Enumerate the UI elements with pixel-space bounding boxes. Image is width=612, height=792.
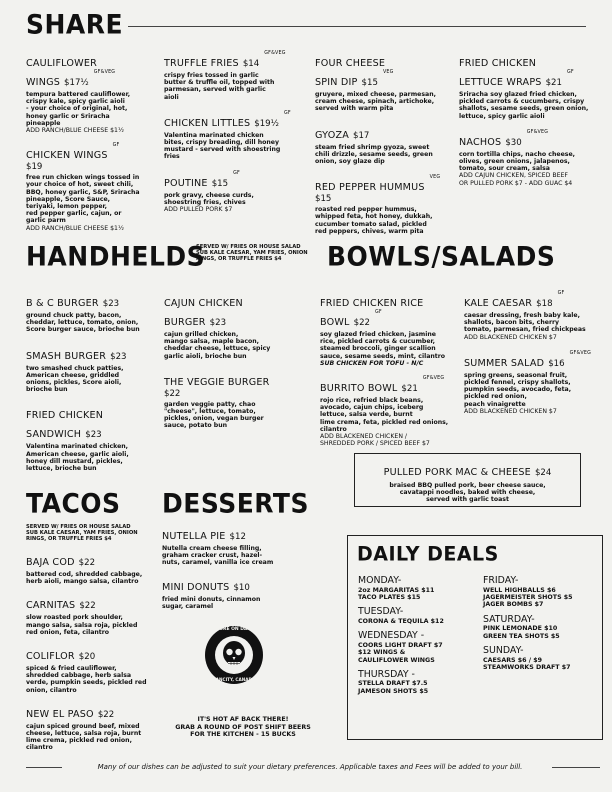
item-name: B & C BURGER [26, 298, 99, 309]
item-description: soy glazed fried chicken, jasmine rice, pickled carrots & cucumber, steamed broccoli, ginger scallion sauce, sesame seeds, mint, cilantro [320, 331, 446, 360]
daily-deal [358, 631, 488, 664]
item-title-row [315, 175, 455, 194]
menu-item [26, 702, 160, 752]
item-name: CAULIFLOWER WINGS [26, 58, 97, 88]
item-price: $23 [209, 318, 227, 328]
item-title-row [164, 111, 309, 130]
item-title-row [162, 524, 312, 543]
item-name: CARNITAS [26, 600, 76, 612]
daily-deals-box [347, 535, 603, 740]
item-price: $22 [78, 558, 96, 568]
mac-title-row [355, 460, 580, 479]
menu-item [164, 111, 309, 161]
menu-item [320, 376, 470, 447]
item-addon: ADD CAJUN CHICKEN, SPICED BEEF OR PULLED PORK $7 - ADD GUAC $4 [459, 172, 573, 187]
item-price: $15 [361, 78, 378, 88]
deal-items: STELLA DRAFT $7.5 JAMESON SHOTS $5 [358, 680, 429, 695]
menu-item [315, 123, 455, 166]
item-price: $21 [545, 78, 562, 88]
item-name: FOUR CHEESE SPIN DIP [315, 58, 386, 88]
item-name: NACHOS [459, 136, 502, 148]
item-description: spiced & fried cauliflower, shredded cabbage, herb salsa verde, pumpkin seeds, pickled red onion, cilantro [26, 665, 147, 694]
item-title-row [26, 644, 160, 663]
item-diet-tag: GF [557, 291, 565, 296]
logo-top-text: SCORE ON DAVIE [212, 627, 256, 632]
daily-deal [483, 576, 601, 609]
item-title-row [26, 51, 164, 89]
deal-day: FRIDAY- [483, 575, 519, 586]
item-description: garden veggie patty, chao "cheese", lettuce, tomato, pickles, onion, vegan burger sauce, potato bun [164, 400, 264, 430]
footer-note: Many of our dishes can be adjusted to suit your dietary preferences. Applicable taxes and Fees will be added to your bill. [97, 763, 523, 771]
menu-item [164, 51, 309, 101]
item-name: GYOZA [315, 129, 349, 141]
item-description: battered cod, shredded cabbage, herb aioli, mango salsa, cilantro [26, 571, 143, 586]
bowls-column-2 [464, 291, 604, 425]
logo-bottom-text: VANCITY, CANADA [212, 677, 256, 682]
item-description: Valentina marinated chicken, American cheese, garlic aioli, honey dill mustard, pickles, lettuce, brioche bun [26, 443, 129, 473]
daily-deals-left [358, 576, 488, 701]
item-addon: ADD BLACKENED CHICKEN $7 [464, 407, 557, 415]
menu-item [162, 575, 312, 610]
item-price: $22 [97, 709, 115, 720]
item-description: braised BBQ pulled pork, beer cheese sauce, cavatappi noodles, baked with cheese, served with garlic toast [389, 482, 546, 504]
item-description: corn tortilla chips, nacho cheese, olives, green onions, jalapenos, tomato, sour cream, salsa [459, 150, 576, 173]
item-description: free run chicken wings tossed in your choice of hot, sweet chili, BBQ, honey garlic, S&P, Sriracha pineapple, Score Sauce, teriyaki, lemon pepper, red pepper garlic, cajun, or garlic parm [26, 174, 140, 225]
item-price: $17 [352, 130, 370, 141]
item-title-row [464, 291, 604, 310]
menu-item [26, 51, 164, 134]
tacos-note: SERVED W/ FRIES OR HOUSE SALAD SUB KALE CAESAR, YAM FRIES, ONION RINGS, OR TRUFFLE FRIES $4 [26, 524, 138, 542]
item-description: gruyere, mixed cheese, parmesan, cream cheese, spinach, artichoke, served with warm pita [315, 91, 436, 113]
menu-item [315, 51, 455, 113]
item-title-row [164, 51, 309, 70]
share-column-2 [164, 51, 309, 223]
item-title-row [315, 51, 455, 89]
item-diet-tag: VEG [382, 70, 394, 75]
item-diet-tag: GF [233, 170, 240, 176]
bowls-column-1 [320, 291, 470, 456]
item-name: COLIFLOR [26, 651, 75, 663]
menu-item [26, 550, 160, 585]
deal-day: SATURDAY- [483, 613, 535, 625]
item-title-row [459, 130, 599, 149]
section-title-handhelds: HANDHELDS [26, 241, 206, 272]
item-name: FRIED CHICKEN SANDWICH [26, 410, 104, 441]
item-description: two smashed chuck patties, American cheese, griddled onions, pickles, Score aioli, brioche bun [26, 364, 124, 394]
menu-item [26, 143, 164, 232]
menu-item [26, 291, 164, 334]
item-name: SUMMER SALAD [464, 357, 545, 369]
score-logo [204, 625, 264, 685]
item-title-row [26, 550, 160, 569]
item-name: FRIED CHICKEN RICE BOWL [320, 298, 424, 328]
divider [128, 26, 586, 27]
item-description: cajun spiced ground beef, mixed cheese, lettuce, salsa roja, burnt lime crema, pickled red onion, cilantro [26, 722, 142, 752]
item-name: NUTELLA PIE [162, 531, 226, 542]
share-column-4 [459, 51, 599, 197]
item-title-row [464, 351, 604, 370]
menu-item [464, 291, 604, 341]
handhelds-column-2 [164, 291, 314, 440]
daily-deals-title: DAILY DEALS [357, 542, 499, 566]
item-diet-tag: GF&VEG [569, 350, 592, 356]
item-price: $19½ [254, 118, 279, 129]
item-price: $21 [401, 384, 418, 395]
item-addon: ADD RANCH/BLUE CHEESE $1½ [26, 224, 124, 232]
deal-day: MONDAY- [358, 575, 402, 586]
item-name: POUTINE [164, 177, 208, 189]
item-title-row [26, 344, 164, 363]
menu-item [26, 403, 164, 472]
item-name: BURRITO BOWL [320, 383, 398, 395]
deal-items: CORONA & TEQUILA $12 [358, 617, 444, 625]
item-diet-tag: VEG [429, 175, 441, 181]
item-description: rojo rice, refried black beans, avocado, cajun chips, iceberg lettuce, salsa verde, burnt lime crema, feta, pickled red onions, cilantro [320, 397, 449, 433]
item-price: $23 [110, 351, 127, 362]
item-description: caesar dressing, fresh baby kale, shallots, bacon bits, cherry tomato, parmesan, fried chickpeas [464, 312, 586, 334]
kitchen-beers-note: IT'S HOT AF BACK THERE! GRAB A ROUND OF POST SHIFT BEERS FOR THE KITCHEN - 15 BUCKS [175, 716, 311, 738]
item-description: crispy fries tossed in garlic butter & truffle oil, topped with parmesan, served with garlic aioli [164, 72, 275, 101]
item-price: $18 [536, 299, 553, 309]
menu-item [164, 171, 309, 214]
menu-item [26, 644, 160, 694]
item-name: CHICKEN LITTLES [164, 117, 251, 129]
menu-item [315, 175, 455, 235]
item-price: $10 [233, 582, 250, 593]
item-price: $22 [164, 388, 181, 399]
item-name: BAJA COD [26, 557, 75, 568]
item-name: KALE CAESAR [464, 298, 533, 309]
share-column-1 [26, 51, 164, 241]
menu-item [320, 291, 470, 367]
item-title-row [164, 291, 314, 329]
skull-logo-icon [204, 625, 264, 685]
item-price: $12 [229, 532, 246, 542]
item-description: Valentina marinated chicken bites, crispy breading, dill honey mustard - served with shoestring fries [164, 131, 281, 161]
item-price: $23 [85, 430, 102, 441]
deal-day: WEDNESDAY - [358, 630, 425, 642]
item-description: steam fried shrimp gyoza, sweet chili drizzle, sesame seeds, green onion, soy glaze dip [315, 143, 433, 166]
item-price: $16 [548, 358, 565, 369]
item-title-row [320, 376, 470, 395]
item-description: spring greens, seasonal fruit, pickled fennel, crispy shallots, pumpkin seeds, avocado, feta, pickled red onion, peach vinaigrette [464, 371, 572, 408]
section-title-share: SHARE [26, 9, 124, 40]
menu-item [459, 51, 599, 120]
item-diet-tag: GF&VEG [93, 70, 116, 75]
desserts-column [162, 524, 312, 618]
deal-day: TUESDAY- [358, 606, 404, 618]
item-price: $24 [534, 468, 552, 478]
deal-day: THURSDAY - [358, 668, 415, 680]
item-description: roasted red pepper hummus, whipped feta, hot honey, dukkah, cucumber tomato salad, pickled red peppers, chives, warm pita [315, 206, 433, 235]
item-price: $30 [505, 137, 522, 148]
item-description: fried mini donuts, cinnamon sugar, caramel [162, 595, 261, 610]
menu-item [162, 524, 312, 567]
item-title-row [162, 575, 312, 594]
item-diet-tag: GF [283, 110, 291, 116]
deal-items: WELL HIGHBALLS $6 JAGERMEISTER SHOTS $5 JAGER BOMBS $7 [483, 586, 573, 609]
item-title-row [26, 403, 164, 441]
item-name: RED PEPPER HUMMUS [315, 182, 425, 194]
item-price: $17½ [64, 78, 89, 88]
item-name: NEW EL PASO [26, 708, 94, 720]
item-name: SMASH BURGER [26, 350, 107, 362]
item-addon: ADD RANCH/BLUE CHEESE $1½ [26, 127, 124, 135]
daily-deal [358, 670, 488, 695]
item-addon: ADD BLACKENED CHICKEN / SHREDDED PORK / SPICED BEEF $7 [320, 433, 430, 448]
item-price: $19 [26, 162, 43, 173]
item-name: THE VEGGIE BURGER [164, 376, 270, 388]
item-diet-tag: GF [112, 143, 120, 149]
menu-item [164, 291, 314, 360]
menu-item [164, 370, 314, 430]
menu-item [459, 130, 599, 187]
item-title-row [320, 291, 470, 329]
item-description: pork gravy, cheese curds, shoestring fries, chives [164, 191, 254, 206]
item-substitution: SUB CHICKEN FOR TOFU - N/C [320, 359, 424, 367]
item-diet-tag: GF&VEG [526, 129, 549, 135]
item-title-row [315, 123, 455, 142]
item-price: $14 [242, 59, 260, 69]
item-title-row [26, 291, 164, 310]
handhelds-column-1 [26, 291, 164, 482]
item-diet-tag: GF [567, 70, 574, 75]
item-description: slow roasted pork shoulder, mango salsa, salsa roja, pickled red onion, feta, cilantro [26, 614, 138, 636]
deal-items: CAESARS $6 / $9 STEAMWORKS DRAFT $7 [483, 656, 571, 671]
handhelds-note: SERVED W/ FRIES OR HOUSE SALAD SUB KALE CAESAR, YAM FRIES, ONION RINGS, OR TRUFFLE FRIES $4 [196, 244, 308, 262]
item-price: $20 [78, 652, 96, 663]
section-title-desserts: DESSERTS [162, 488, 309, 519]
item-title-row [459, 51, 599, 89]
item-description: Nutella cream cheese filling, graham cracker crust, hazel- nuts, caramel, vanilla ice cream [162, 545, 274, 567]
footer-divider-left [26, 767, 62, 768]
item-name: TRUFFLE FRIES [164, 58, 239, 69]
item-description: Sriracha soy glazed fried chicken, pickled carrots & cucumbers, crispy shallots, sesame seeds, green onion, lettuce, spicy garlic aioli [459, 91, 589, 120]
deal-items: COORS LIGHT DRAFT $7 $12 WINGS & CAULIFLOWER WINGS [358, 641, 443, 664]
item-title-row [26, 702, 160, 721]
item-title-row [164, 370, 314, 389]
menu-item [464, 351, 604, 415]
item-price: $22 [79, 601, 96, 612]
item-diet-tag: GF&VEG [422, 376, 445, 382]
menu-item [26, 344, 164, 394]
item-addon: ADD BLACKENED CHICKEN $7 [464, 333, 557, 341]
item-name: MINI DONUTS [162, 581, 230, 593]
daily-deal [483, 615, 601, 640]
item-description: ground chuck patty, bacon, cheddar, lettuce, tomato, onion, Score burger sauce, brioche bun [26, 312, 140, 334]
share-column-3 [315, 51, 455, 245]
mac-and-cheese-box [354, 453, 581, 507]
item-diet-tag: GF&VEG [264, 51, 286, 56]
section-title-bowls: BOWLS/SALADS [327, 241, 556, 272]
item-price: $22 [353, 318, 371, 328]
footer-divider-right [552, 767, 600, 768]
item-price: $23 [102, 299, 120, 309]
item-diet-tag: GF [375, 310, 382, 315]
item-name: CAJUN CHICKEN BURGER [164, 298, 243, 328]
item-description: cajun grilled chicken, mango salsa, maple bacon, cheddar cheese, lettuce, spicy garlic aioli, brioche bun [164, 331, 271, 360]
deal-day: SUNDAY- [483, 645, 524, 657]
item-title-row [26, 143, 164, 162]
tacos-column [26, 550, 160, 760]
item-description: tempura battered cauliflower, crispy kale, spicy garlic aioli - your choice of original, hot, honey garlic or Sriracha pineapple [26, 91, 131, 127]
item-price: $15 [315, 194, 332, 205]
daily-deal [483, 646, 601, 671]
item-title-row [26, 593, 160, 612]
item-name: FRIED CHICKEN LETTUCE WRAPS [459, 58, 542, 88]
section-title-tacos: TACOS [26, 488, 121, 519]
item-name: PULLED PORK MAC & CHEESE [383, 467, 531, 478]
item-name: CHICKEN WINGS [26, 150, 108, 162]
deal-items: 2oz MARGARITAS $11 TACO PLATES $15 [358, 586, 435, 601]
item-price: $15 [211, 178, 229, 189]
deal-items: PINK LEMONADE $10 GREEN TEA SHOTS $5 [483, 625, 560, 640]
daily-deals-right [483, 576, 601, 677]
item-addon: ADD PULLED PORK $7 [164, 206, 233, 214]
daily-deal [358, 576, 488, 601]
item-title-row [164, 171, 309, 190]
daily-deal [358, 607, 488, 625]
menu-item [26, 593, 160, 636]
